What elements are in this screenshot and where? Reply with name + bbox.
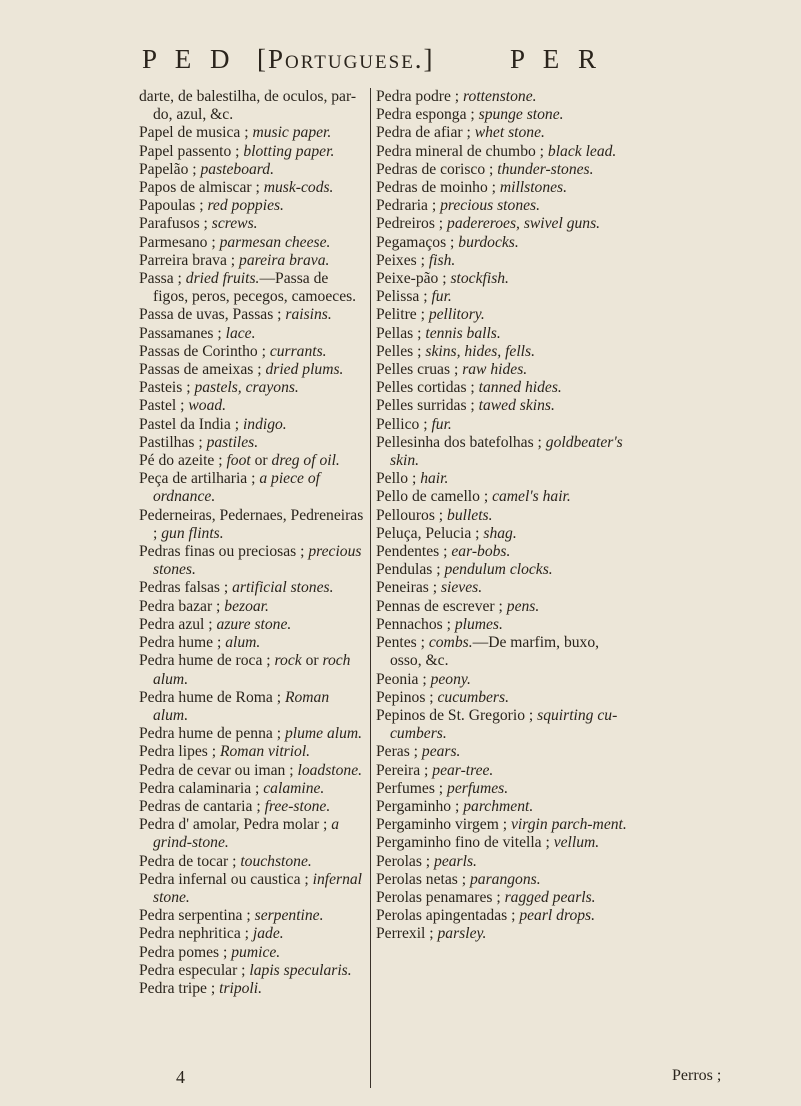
dictionary-entry xyxy=(139,215,364,233)
dictionary-entry xyxy=(376,743,628,761)
english-translation: touchstone. xyxy=(240,852,312,870)
portuguese-term: Pastilhas ; xyxy=(139,433,207,451)
dictionary-entry xyxy=(139,343,364,361)
column-divider xyxy=(370,88,371,1088)
dictionary-entry xyxy=(376,834,628,852)
dictionary-entry xyxy=(376,124,628,142)
portuguese-term: Pedra esponga ; xyxy=(376,106,479,124)
dictionary-entry xyxy=(376,561,628,579)
portuguese-term: Pedra pomes ; xyxy=(139,943,232,961)
english-translation: pastiles. xyxy=(206,433,259,451)
english-translation: bezoar. xyxy=(224,597,269,615)
english-translation: music paper. xyxy=(252,124,332,142)
english-translation: pearl drops. xyxy=(519,907,596,925)
dictionary-entry xyxy=(139,871,364,907)
portuguese-term: Pegamaços ; xyxy=(376,233,459,251)
portuguese-term: Passamanes ; xyxy=(139,324,226,342)
dictionary-entry xyxy=(139,853,364,871)
dictionary-entry xyxy=(139,470,364,506)
dictionary-entry xyxy=(139,743,364,761)
dictionary-entry xyxy=(139,944,364,962)
english-translation: burdocks. xyxy=(458,233,519,251)
english-translation: stockfish. xyxy=(450,270,509,288)
portuguese-term: Passa de uvas, Passas ; xyxy=(139,306,286,324)
dictionary-entry xyxy=(139,143,364,161)
header-left-guide: P E D xyxy=(142,44,236,74)
header-right-guide: P E R xyxy=(510,44,603,74)
portuguese-term: Pedra especular ; xyxy=(139,961,250,979)
english-translation: pumice. xyxy=(231,943,281,961)
english-translation: screws. xyxy=(211,215,258,233)
dictionary-entry xyxy=(376,707,628,743)
dictionary-entry xyxy=(376,507,628,525)
portuguese-term: Pennachos ; xyxy=(376,615,455,633)
entry-note: —Passa de figos, peros, pecegos, camoeces. xyxy=(153,270,357,306)
portuguese-term: Pelissa ; xyxy=(376,288,432,306)
dictionary-entry xyxy=(376,488,628,506)
dictionary-entry xyxy=(376,889,628,907)
dictionary-entry xyxy=(139,397,364,415)
portuguese-term: Pedra podre ; xyxy=(376,88,464,105)
dictionary-entry xyxy=(376,543,628,561)
dictionary-entry xyxy=(376,397,628,415)
dictionary-entry xyxy=(376,161,628,179)
portuguese-term: Parreira brava ; xyxy=(139,251,240,269)
portuguese-term: Pasteis ; xyxy=(139,379,195,397)
dictionary-entry xyxy=(376,306,628,324)
english-translation: pasteboard. xyxy=(200,160,274,178)
dictionary-entry xyxy=(139,416,364,434)
english-translation: rock xyxy=(274,652,302,670)
portuguese-term: Pelles cruas ; xyxy=(376,361,463,379)
portuguese-term: Pedreiros ; xyxy=(376,215,448,233)
english-translation: parmesan cheese. xyxy=(219,233,331,251)
portuguese-term: Pendulas ; xyxy=(376,561,445,579)
dictionary-entry xyxy=(376,252,628,270)
english-translation: bullets. xyxy=(447,506,493,524)
english-translation: blotting paper. xyxy=(243,142,335,160)
portuguese-term: Perolas apingentadas ; xyxy=(376,907,520,925)
portuguese-term: Pedra hume de Roma ; xyxy=(139,688,285,706)
dictionary-entry xyxy=(376,234,628,252)
dictionary-entry xyxy=(376,143,628,161)
portuguese-term: Pelitre ; xyxy=(376,306,429,324)
portuguese-term: Passa ; xyxy=(139,270,186,288)
portuguese-term: Pedra calaminaria ; xyxy=(139,779,264,797)
portuguese-term: Pellas ; xyxy=(376,324,426,342)
english-translation: pendulum clocks. xyxy=(444,561,553,579)
dictionary-entry xyxy=(139,434,364,452)
english-translation: Roman vitriol. xyxy=(219,743,311,761)
dictionary-entry xyxy=(376,671,628,689)
english-translation: shag. xyxy=(483,524,517,542)
english-translation: black lead. xyxy=(547,142,617,160)
portuguese-term: Pedra azul ; xyxy=(139,615,217,633)
dictionary-entry xyxy=(139,725,364,743)
entry-note: or xyxy=(250,452,272,470)
dictionary-entry xyxy=(376,816,628,834)
english-translation: jade. xyxy=(252,925,284,943)
english-translation: virgin parch-ment. xyxy=(511,816,627,834)
portuguese-term: Passas de Corintho ; xyxy=(139,342,270,360)
portuguese-term: Pendentes ; xyxy=(376,543,452,561)
english-translation: tripoli. xyxy=(219,979,262,997)
english-translation: cucumbers. xyxy=(437,688,509,706)
english-translation: musk-cods. xyxy=(263,179,334,197)
dictionary-entry xyxy=(376,361,628,379)
dictionary-entry xyxy=(139,598,364,616)
portuguese-term: Perrexil ; xyxy=(376,925,438,943)
dictionary-entry xyxy=(139,652,364,688)
dictionary-entry xyxy=(376,780,628,798)
portuguese-term: Pedra de tocar ; xyxy=(139,852,241,870)
portuguese-term: Pé do azeite ; xyxy=(139,452,227,470)
portuguese-term: Pedraria ; xyxy=(376,197,441,215)
english-translation: goldbeater's skin. xyxy=(390,433,623,470)
english-translation: Roman alum. xyxy=(153,688,330,724)
dictionary-entry xyxy=(376,853,628,871)
dictionary-entry xyxy=(376,762,628,780)
english-translation: pear-tree. xyxy=(432,761,494,779)
english-translation: plume alum. xyxy=(284,725,363,743)
dictionary-entry xyxy=(139,361,364,379)
dictionary-entry xyxy=(376,343,628,361)
portuguese-term: Pastel ; xyxy=(139,397,189,415)
dictionary-entry xyxy=(139,816,364,852)
dictionary-entry xyxy=(139,962,364,980)
portuguese-term: Pedra serpentina ; xyxy=(139,907,255,925)
portuguese-term: Papel de musica ; xyxy=(139,124,253,142)
english-translation: pellitory. xyxy=(428,306,485,324)
english-translation: lapis specularis. xyxy=(249,961,352,979)
english-translation: a grind-stone. xyxy=(153,816,340,852)
portuguese-term: Parafusos ; xyxy=(139,215,212,233)
portuguese-term: Pedra tripe ; xyxy=(139,979,220,997)
portuguese-term: Perolas penamares ; xyxy=(376,888,505,906)
english-translation: perfumes. xyxy=(447,779,509,797)
header-language: [Portuguese.] xyxy=(257,44,435,74)
portuguese-term: Pennas de escrever ; xyxy=(376,597,507,615)
portuguese-term: Peonia ; xyxy=(376,670,431,688)
portuguese-term: Pello de camello ; xyxy=(376,488,493,506)
english-translation: ear-bobs. xyxy=(451,543,511,561)
portuguese-term: Pedras de cantaria ; xyxy=(139,797,265,815)
portuguese-term: Pedra lipes ; xyxy=(139,743,220,761)
english-translation: parsley. xyxy=(437,925,487,943)
dictionary-entry xyxy=(139,179,364,197)
english-translation: raisins. xyxy=(285,306,332,324)
english-translation: spunge stone. xyxy=(478,106,564,124)
portuguese-term: Pedra nephritica ; xyxy=(139,925,253,943)
english-translation: free-stone. xyxy=(264,797,331,815)
english-translation: fur. xyxy=(431,288,452,306)
english-translation: pareira brava. xyxy=(239,251,330,269)
dictionary-entry xyxy=(376,598,628,616)
dictionary-entry xyxy=(376,106,628,124)
english-translation: woad. xyxy=(188,397,227,415)
dictionary-entry xyxy=(139,124,364,142)
portuguese-term: Pedras de corisco ; xyxy=(376,160,498,178)
english-translation: millstones. xyxy=(499,179,568,197)
portuguese-term: Pelles cortidas ; xyxy=(376,379,479,397)
dictionary-entry xyxy=(376,197,628,215)
dictionary-entry xyxy=(376,579,628,597)
dictionary-entry xyxy=(139,634,364,652)
dictionary-entry xyxy=(376,288,628,306)
english-translation: vellum. xyxy=(553,834,600,852)
english-translation: precious stones. xyxy=(153,543,362,579)
dictionary-entry xyxy=(376,179,628,197)
dictionary-entry xyxy=(139,234,364,252)
portuguese-term: Pedra hume de roca ; xyxy=(139,652,275,670)
english-translation: pastels, crayons. xyxy=(194,379,299,397)
english-translation: combs. xyxy=(428,634,473,652)
portuguese-term: Pederneiras, Pedernaes, Pedreneiras ; xyxy=(139,506,364,542)
portuguese-term: Pedra hume de penna ; xyxy=(139,725,285,743)
dictionary-entry xyxy=(139,379,364,397)
english-translation: alum. xyxy=(225,634,261,652)
english-translation: pens. xyxy=(506,597,540,615)
portuguese-term: Papel passento ; xyxy=(139,142,244,160)
portuguese-term: Perolas netas ; xyxy=(376,870,470,888)
dictionary-entry xyxy=(139,507,364,543)
portuguese-term: Pellesinha dos batefolhas ; xyxy=(376,433,546,451)
dictionary-entry xyxy=(376,270,628,288)
english-translation: rottenstone. xyxy=(463,88,537,105)
dictionary-entry xyxy=(139,252,364,270)
portuguese-term: Pedra hume ; xyxy=(139,634,226,652)
dictionary-entry xyxy=(376,616,628,634)
portuguese-term: Pello ; xyxy=(376,470,421,488)
dictionary-entry xyxy=(139,689,364,725)
english-translation: fur. xyxy=(431,415,452,433)
portuguese-term: Pedras finas ou preciosas ; xyxy=(139,543,309,561)
portuguese-term: Perfumes ; xyxy=(376,779,448,797)
dictionary-entry xyxy=(376,525,628,543)
portuguese-term: Pergaminho virgem ; xyxy=(376,816,511,834)
dictionary-entry xyxy=(376,416,628,434)
portuguese-term: Peça de artilharia ; xyxy=(139,470,260,488)
dictionary-entry xyxy=(139,161,364,179)
dictionary-entry xyxy=(376,434,628,470)
right-column xyxy=(376,88,628,944)
portuguese-term: Pedra bazar ; xyxy=(139,597,225,615)
english-translation-alt: dreg of oil. xyxy=(271,452,340,470)
portuguese-term: Pastel da India ; xyxy=(139,415,243,433)
catchword: Perros ; xyxy=(672,1067,722,1084)
english-translation: gun flints. xyxy=(161,524,224,542)
dictionary-entry xyxy=(376,689,628,707)
portuguese-term: Peneiras ; xyxy=(376,579,441,597)
portuguese-term: Peras ; xyxy=(376,743,422,761)
english-translation: pearls. xyxy=(434,852,477,870)
entry-note: —De marfim, buxo, osso, &c. xyxy=(390,634,600,670)
portuguese-term: Pellico ; xyxy=(376,415,432,433)
dictionary-entry xyxy=(139,88,364,124)
dictionary-entry xyxy=(376,871,628,889)
portuguese-term: Papelão ; xyxy=(139,160,201,178)
portuguese-term: Perolas ; xyxy=(376,852,435,870)
dictionary-entry xyxy=(376,379,628,397)
dictionary-entry xyxy=(139,780,364,798)
english-translation: thunder-stones. xyxy=(497,160,594,178)
portuguese-term: Pedras falsas ; xyxy=(139,579,233,597)
english-translation: serpentine. xyxy=(254,907,324,925)
dictionary-entry xyxy=(139,925,364,943)
english-translation: camel's hair. xyxy=(492,488,571,506)
english-translation: peony. xyxy=(430,670,471,688)
portuguese-term: Pelles ; xyxy=(376,342,426,360)
english-translation: dried fruits. xyxy=(185,270,260,288)
english-translation: pears. xyxy=(421,743,461,761)
dictionary-entry xyxy=(376,470,628,488)
dictionary-entry xyxy=(139,306,364,324)
dictionary-entry xyxy=(376,215,628,233)
dictionary-entry xyxy=(139,452,364,470)
portuguese-term: Pedra infernal ou caustica ; xyxy=(139,870,313,888)
english-translation: calamine. xyxy=(263,779,325,797)
portuguese-term: Parmesano ; xyxy=(139,233,220,251)
english-translation: lace. xyxy=(225,324,256,342)
portuguese-term: Passas de ameixas ; xyxy=(139,361,266,379)
portuguese-term: Pentes ; xyxy=(376,634,429,652)
portuguese-term: Pergaminho fino de vitella ; xyxy=(376,834,554,852)
entry-note: or xyxy=(301,652,323,670)
english-translation: padereroes, swivel guns. xyxy=(447,215,601,233)
dictionary-entry xyxy=(376,325,628,343)
english-translation: ragged pearls. xyxy=(504,888,596,906)
english-translation: skins, hides, fells. xyxy=(425,342,535,360)
page-number: 4 xyxy=(176,1067,185,1087)
portuguese-term: Pedra mineral de chumbo ; xyxy=(376,142,548,160)
portuguese-term: Peluça, Pelucia ; xyxy=(376,524,484,542)
english-translation: parangons. xyxy=(469,870,541,888)
english-translation: raw hides. xyxy=(462,361,528,379)
english-translation: whet stone. xyxy=(474,124,545,142)
portuguese-term: Pedras de moinho ; xyxy=(376,179,500,197)
english-translation: dried plums. xyxy=(265,361,344,379)
portuguese-term: Pepinos ; xyxy=(376,688,438,706)
portuguese-term: Pereira ; xyxy=(376,761,433,779)
portuguese-term: Pergaminho ; xyxy=(376,797,464,815)
english-translation: sieves. xyxy=(440,579,483,597)
portuguese-term: Pedra d' amolar, Pedra molar ; xyxy=(139,816,332,834)
english-translation: tennis balls. xyxy=(425,324,501,342)
english-translation: currants. xyxy=(269,342,327,360)
dictionary-entry xyxy=(139,543,364,579)
dictionary-entry xyxy=(376,925,628,943)
english-translation: plumes. xyxy=(454,615,503,633)
english-translation: artificial stones. xyxy=(232,579,334,597)
portuguese-term: Pedra de afiar ; xyxy=(376,124,475,142)
dictionary-entry xyxy=(139,762,364,780)
portuguese-term: Pedra de cevar ou iman ; xyxy=(139,761,298,779)
english-translation-alt: roch alum. xyxy=(153,652,351,688)
dictionary-entry xyxy=(139,907,364,925)
dictionary-entry xyxy=(376,634,628,670)
dictionary-entry xyxy=(139,325,364,343)
english-translation: tawed skins. xyxy=(478,397,555,415)
english-translation: parchment. xyxy=(463,797,534,815)
portuguese-term: Papoulas ; xyxy=(139,197,208,215)
english-translation: a piece of ordnance. xyxy=(153,470,320,506)
dictionary-entry xyxy=(376,798,628,816)
dictionary-entry xyxy=(139,579,364,597)
running-header xyxy=(0,44,801,84)
dictionary-entry xyxy=(139,798,364,816)
english-translation: red poppies. xyxy=(207,197,284,215)
english-translation: infernal stone. xyxy=(153,870,363,906)
dictionary-entry xyxy=(139,616,364,634)
left-column xyxy=(139,88,364,998)
portuguese-term: Pelles surridas ; xyxy=(376,397,479,415)
english-translation: indigo. xyxy=(242,415,287,433)
english-translation: hair. xyxy=(420,470,449,488)
dictionary-entry xyxy=(139,270,364,306)
english-translation: fish. xyxy=(428,251,456,269)
portuguese-term: Peixe-pão ; xyxy=(376,270,451,288)
portuguese-term: Pellouros ; xyxy=(376,506,448,524)
dictionary-entry xyxy=(376,88,628,106)
dictionary-entry xyxy=(376,907,628,925)
dictionary-entry xyxy=(139,197,364,215)
english-translation: precious stones. xyxy=(440,197,540,215)
portuguese-term: Papos de almiscar ; xyxy=(139,179,264,197)
english-translation: squirting cu-cumbers. xyxy=(390,706,618,743)
english-translation: tanned hides. xyxy=(478,379,562,397)
english-translation: foot xyxy=(226,452,251,470)
english-translation: loadstone. xyxy=(297,761,363,779)
dictionary-entry xyxy=(139,980,364,998)
portuguese-term: Peixes ; xyxy=(376,251,429,269)
portuguese-term: Pepinos de St. Gregorio ; xyxy=(376,706,538,724)
portuguese-term: darte, de balestilha, de oculos, par-do, azul, &c. xyxy=(139,88,357,124)
english-translation: azure stone. xyxy=(216,615,292,633)
